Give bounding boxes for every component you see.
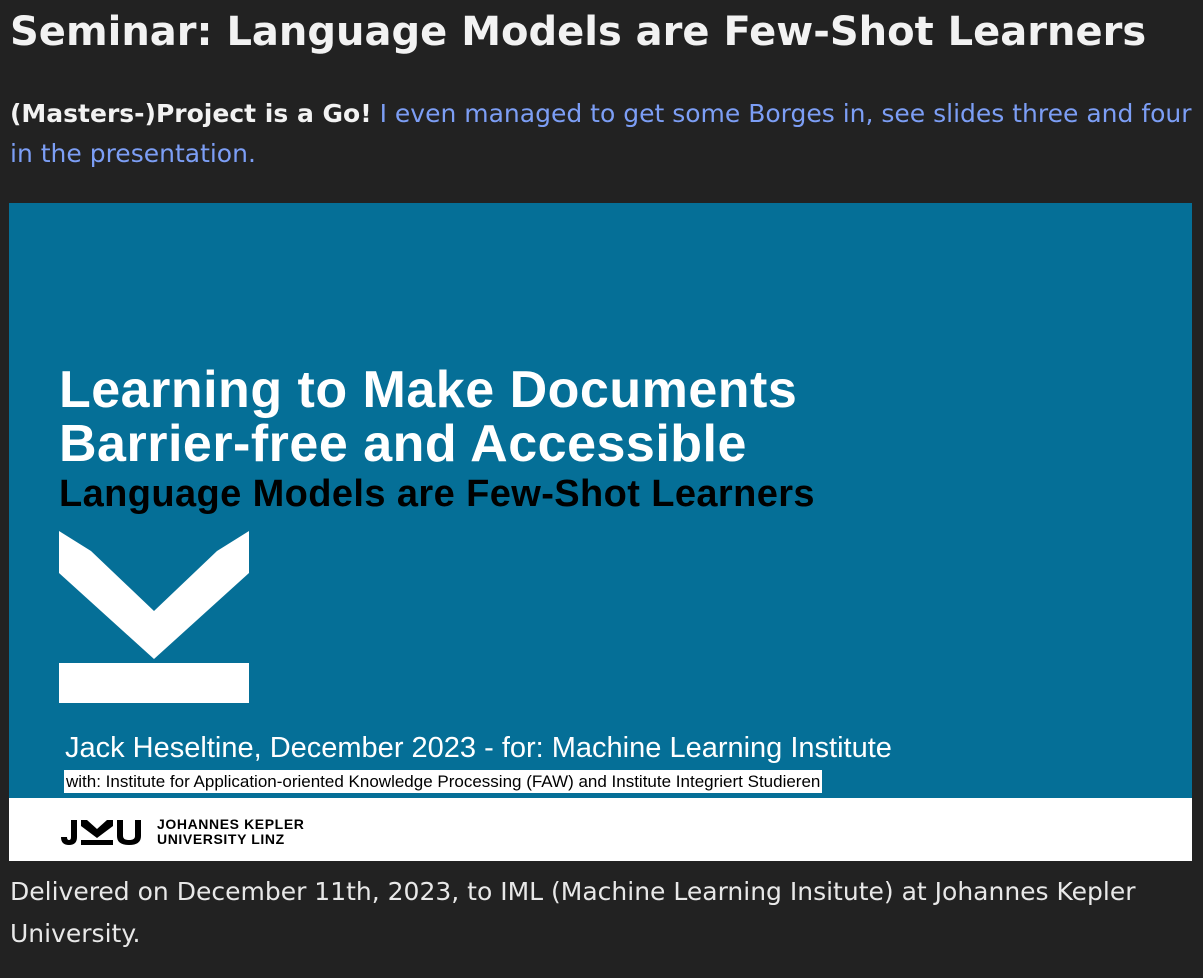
presentation-slide-image[interactable] [9,203,1192,861]
presentation-link[interactable]: I even managed to get some Borges in, see slides three and four in the presentation. [10,99,1192,168]
slide-title [59,363,797,471]
jku-name-line-1: JOHANNES KEPLER [157,816,305,832]
jku-name [157,817,304,847]
slide-author-line: Jack Heseltine, December 2023 - for: Machine Learning Institute [65,732,892,764]
slide-collaborators-line: with: Institute for Application-oriented Knowledge Processing (FAW) and Institute Integriert Studieren [66,772,821,791]
jku-name-line-2: UNIVERSITY LINZ [157,831,285,847]
slide-title-line-2: Barrier-free and Accessible [59,415,747,473]
page-title: Seminar: Language Models are Few-Shot Learners [10,9,1147,55]
slide-subtitle: Language Models are Few-Shot Learners [59,473,815,515]
slide-caption: Delivered on December 11th, 2023, to IML (Machine Learning Insitute) at Johannes Kepler University. [10,877,1136,948]
slide-footer [9,798,1192,861]
slide-title-line-1: Learning to Make Documents [59,361,798,419]
intro-paragraph [10,94,1196,174]
jku-k-logo-icon [59,531,249,703]
jku-wordmark-icon [59,818,149,846]
intro-lead: (Masters-)Project is a Go! [10,99,372,128]
